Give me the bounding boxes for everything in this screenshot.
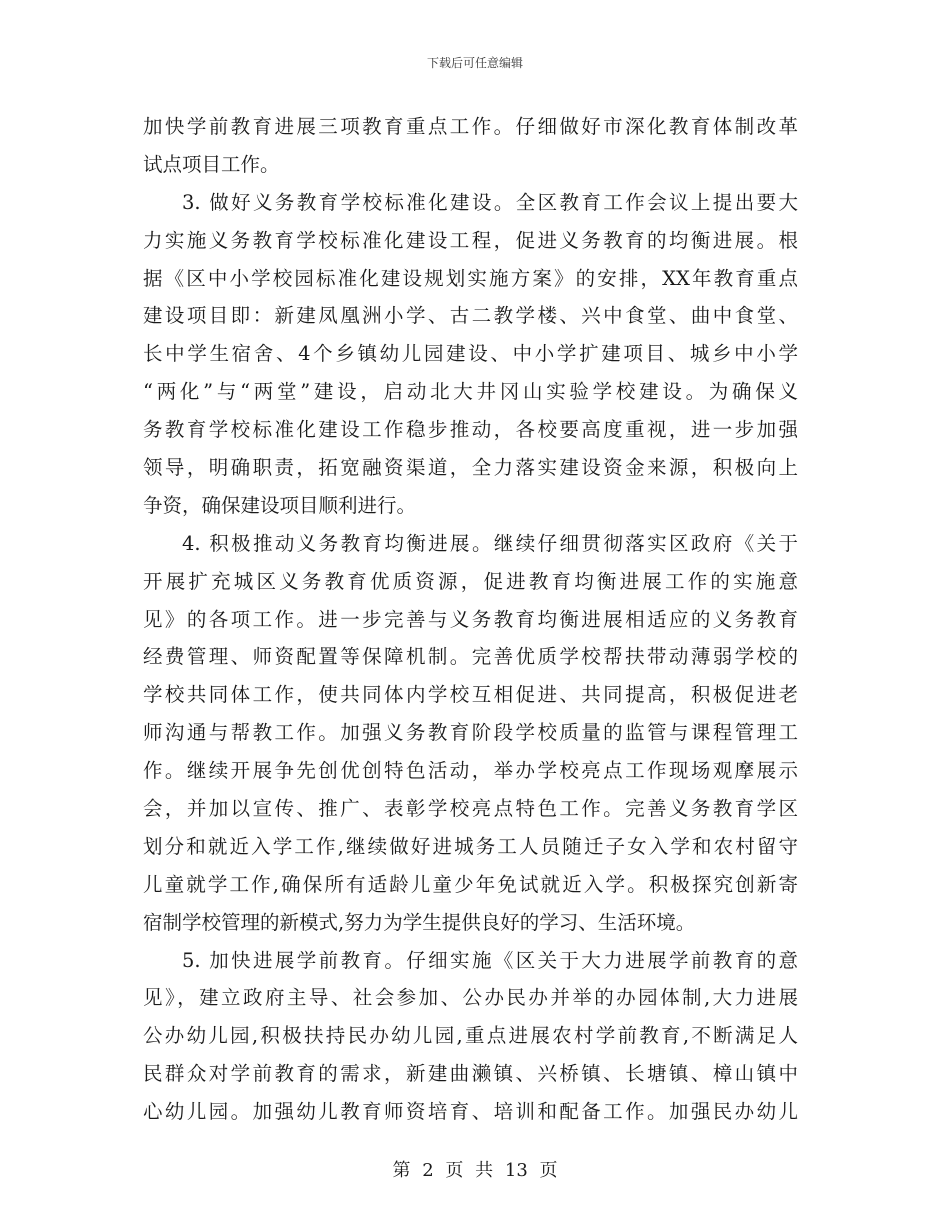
text-line: 师沟通与帮教工作。加强义务教育阶段学校质量的监管与课程管理工 bbox=[143, 721, 798, 745]
text-line: 见》的各项工作。进一步完善与义务教育均衡进展相适应的义务教育 bbox=[143, 607, 798, 631]
text-line: 心幼儿园。加强幼儿教育师资培育、培训和配备工作。加强民办幼儿 bbox=[143, 1100, 798, 1124]
text-line: 5. 加快进展学前教育。仔细实施《区关于大力进展学前教育的意 bbox=[182, 948, 798, 972]
paragraph bbox=[143, 525, 798, 942]
paragraph bbox=[143, 184, 798, 525]
page-header: 下载后可任意编辑 bbox=[426, 56, 523, 70]
text-line: 试点项目工作。 bbox=[143, 152, 280, 176]
text-line: 划分和就近入学工作,继续做好进城务工人员随迁子女入学和农村留守 bbox=[143, 834, 798, 858]
paragraph bbox=[143, 108, 798, 184]
text-line: 见》，建立政府主导、社会参加、公办民办并举的办园体制,大力进展 bbox=[143, 986, 798, 1010]
text-line: 力实施义务教育学校标准化建设工程，促进义务教育的均衡进展。根 bbox=[143, 228, 798, 252]
document-body bbox=[143, 108, 798, 1131]
text-line: 务教育学校标准化建设工作稳步推动，各校要高度重视，进一步加强 bbox=[143, 418, 798, 442]
text-line: 学校共同体工作，使共同体内学校互相促进、共同提高，积极促进老 bbox=[143, 683, 798, 707]
text-line: 领导，明确职责，拓宽融资渠道，全力落实建设资金来源，积极向上 bbox=[143, 456, 798, 480]
text-line: 加快学前教育进展三项教育重点工作。仔细做好市深化教育体制改革 bbox=[143, 115, 798, 138]
text-line: 长中学生宿舍、4个乡镇幼儿园建设、中小学扩建项目、城乡中小学 bbox=[143, 342, 798, 366]
text-line: 据《区中小学校园标准化建设规划实施方案》的安排，XX年教育重点 bbox=[143, 266, 798, 290]
paragraph bbox=[143, 942, 798, 1131]
text-line: 作。继续开展争先创优创特色活动，举办学校亮点工作现场观摩展示 bbox=[143, 759, 798, 783]
text-line: 宿制学校管理的新模式,努力为学生提供良好的学习、生活环境。 bbox=[143, 910, 696, 934]
text-line: 争资，确保建设项目顺利进行。 bbox=[143, 493, 417, 517]
current-page-number: 2 bbox=[422, 1160, 434, 1181]
text-line: 民群众对学前教育的需求，新建曲濑镇、兴桥镇、长塘镇、樟山镇中 bbox=[143, 1062, 798, 1086]
text-line: 会，并加以宣传、推广、表彰学校亮点特色工作。完善义务教育学区 bbox=[143, 797, 798, 821]
page-label-suffix: 页 bbox=[539, 1160, 558, 1181]
text-line: 儿童就学工作,确保所有适龄儿童少年免试就近入学。积极探究创新寄 bbox=[143, 872, 798, 896]
text-line: 建设项目即：新建凤凰洲小学、古二教学楼、兴中食堂、曲中食堂、 bbox=[143, 304, 798, 328]
page-footer bbox=[0, 1156, 950, 1182]
text-line: 开展扩充城区义务教育优质资源，促进教育均衡进展工作的实施意 bbox=[143, 569, 798, 593]
page-label-mid: 页 共 bbox=[445, 1160, 494, 1181]
text-line: 公办幼儿园,积极扶持民办幼儿园,重点进展农村学前教育,不断满足人 bbox=[143, 1024, 798, 1048]
text-line: 3. 做好义务教育学校标准化建设。全区教育工作会议上提出要大 bbox=[182, 190, 798, 214]
page-label-prefix: 第 bbox=[392, 1160, 411, 1181]
text-line: 4. 积极推动义务教育均衡进展。继续仔细贯彻落实区政府《关于 bbox=[182, 531, 798, 555]
text-line: “两化”与“两堂”建设，启动北大井冈山实验学校建设。为确保义 bbox=[143, 380, 798, 404]
text-line: 经费管理、师资配置等保障机制。完善优质学校帮扶带动薄弱学校的 bbox=[143, 645, 798, 669]
total-pages-number: 13 bbox=[504, 1160, 528, 1181]
